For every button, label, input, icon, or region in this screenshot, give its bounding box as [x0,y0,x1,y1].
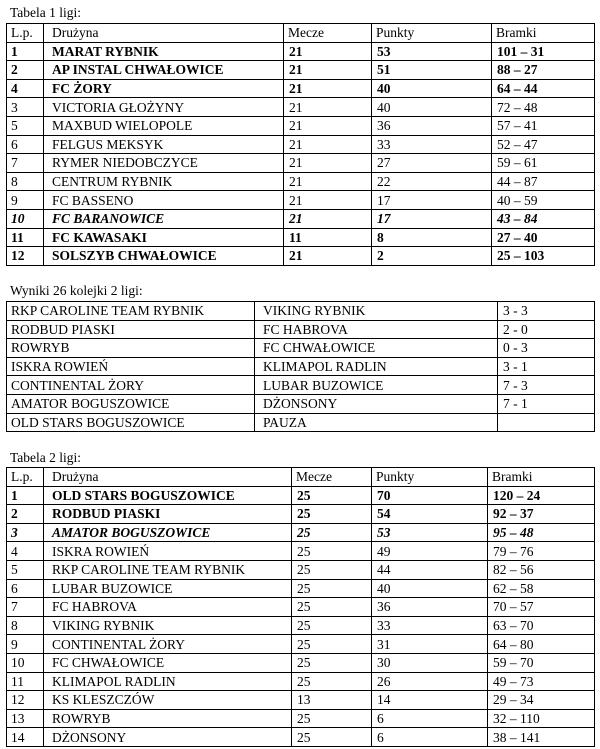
row-position: 2 [7,61,44,80]
table-row [7,486,595,505]
row-team: RYMER NIEDOBCZYCE [44,154,284,173]
table-row [7,116,595,135]
row-points: 53 [372,42,492,61]
table-row [7,154,595,173]
row-team: CENTRUM RYBNIK [44,172,284,191]
row-goals: 64 – 44 [492,79,595,98]
row-team: FC HABROVA [44,598,292,617]
results-table-body [7,302,595,432]
result-away-team: LUBAR BUZOWICE [255,376,498,395]
row-points: 33 [372,616,488,635]
league-1-table [6,23,595,266]
result-away-team: DŻONSONY [255,394,498,413]
row-goals: 59 – 61 [492,154,595,173]
table-row [7,247,595,266]
row-position: 3 [7,523,44,542]
row-points: 27 [372,154,492,173]
table-row [7,228,595,247]
row-points: 8 [372,228,492,247]
row-points: 40 [372,579,488,598]
row-matches: 25 [292,728,372,747]
header-goals: Bramki [492,24,595,43]
row-matches: 25 [292,542,372,561]
row-position: 8 [7,616,44,635]
row-goals: 38 – 141 [488,728,595,747]
row-matches: 25 [292,598,372,617]
row-goals: 82 – 56 [488,560,595,579]
result-away-team: FC HABROVA [255,320,498,339]
result-home-team: ISKRA ROWIEŃ [7,357,255,376]
row-matches: 25 [292,579,372,598]
header-points: Punkty [372,24,492,43]
table-row [7,560,595,579]
league-2-table-body [7,468,595,747]
row-goals: 32 – 110 [488,709,595,728]
header-matches: Mecze [292,468,372,487]
row-position: 4 [7,542,44,561]
row-matches: 25 [292,635,372,654]
row-position: 9 [7,635,44,654]
row-matches: 11 [284,228,372,247]
row-matches: 21 [284,172,372,191]
row-position: 11 [7,228,44,247]
row-team: VICTORIA GŁOŻYNY [44,98,284,117]
result-away-team: FC CHWAŁOWICE [255,339,498,358]
row-matches: 21 [284,98,372,117]
row-position: 4 [7,79,44,98]
row-position: 10 [7,653,44,672]
table-row [7,135,595,154]
row-points: 30 [372,653,488,672]
row-points: 17 [372,209,492,228]
row-goals: 101 – 31 [492,42,595,61]
result-score: 7 - 3 [498,376,595,395]
header-team: Drużyna [44,468,292,487]
row-matches: 25 [292,616,372,635]
row-points: 17 [372,191,492,210]
table-row [7,172,595,191]
header-lp: L.p. [7,24,44,43]
table-row [7,505,595,524]
row-matches: 25 [292,709,372,728]
row-position: 2 [7,505,44,524]
row-points: 54 [372,505,488,524]
row-team: FC KAWASAKI [44,228,284,247]
result-score: 0 - 3 [498,339,595,358]
row-goals: 49 – 73 [488,672,595,691]
row-goals: 63 – 70 [488,616,595,635]
row-goals: 72 – 48 [492,98,595,117]
result-away-team: KLIMAPOL RADLIN [255,357,498,376]
row-team: FC CHWAŁOWICE [44,653,292,672]
row-points: 51 [372,61,492,80]
row-points: 36 [372,116,492,135]
row-position: 5 [7,116,44,135]
header-goals: Bramki [488,468,595,487]
row-points: 70 [372,486,488,505]
row-position: 5 [7,560,44,579]
row-goals: 95 – 48 [488,523,595,542]
row-team: CONTINENTAL ŻORY [44,635,292,654]
row-matches: 21 [284,79,372,98]
result-score [498,413,595,432]
row-goals: 52 – 47 [492,135,595,154]
table-row [7,598,595,617]
row-matches: 21 [284,209,372,228]
result-score: 3 - 1 [498,357,595,376]
league-2-caption: Tabela 2 ligi: [10,450,82,465]
row-position: 9 [7,191,44,210]
result-row [7,357,595,376]
league-2-table [6,467,595,747]
row-team: RODBUD PIASKI [44,505,292,524]
table-row [7,61,595,80]
table-row [7,42,595,61]
row-team: ROWRYB [44,709,292,728]
row-team: AMATOR BOGUSZOWICE [44,523,292,542]
table-row [7,709,595,728]
row-team: VIKING RYBNIK [44,616,292,635]
row-points: 36 [372,598,488,617]
row-points: 22 [372,172,492,191]
row-matches: 25 [292,486,372,505]
row-points: 6 [372,728,488,747]
row-matches: 21 [284,135,372,154]
row-position: 3 [7,98,44,117]
row-goals: 40 – 59 [492,191,595,210]
row-team: ISKRA ROWIEŃ [44,542,292,561]
row-goals: 27 – 40 [492,228,595,247]
row-position: 7 [7,154,44,173]
table-row [7,579,595,598]
table-header-row [7,468,595,487]
result-row [7,376,595,395]
table-header-row [7,24,595,43]
row-team: FC BARANOWICE [44,209,284,228]
row-team: FELGUS MEKSYK [44,135,284,154]
table-row [7,209,595,228]
row-matches: 13 [292,691,372,710]
row-team: KLIMAPOL RADLIN [44,672,292,691]
result-score: 7 - 1 [498,394,595,413]
row-position: 1 [7,486,44,505]
row-goals: 120 – 24 [488,486,595,505]
result-row [7,320,595,339]
row-points: 26 [372,672,488,691]
row-matches: 21 [284,191,372,210]
row-matches: 25 [292,653,372,672]
row-goals: 57 – 41 [492,116,595,135]
table-row [7,79,595,98]
row-points: 31 [372,635,488,654]
row-goals: 70 – 57 [488,598,595,617]
row-position: 8 [7,172,44,191]
row-team: OLD STARS BOGUSZOWICE [44,486,292,505]
row-team: MAXBUD WIELOPOLE [44,116,284,135]
league-1-table-body [7,24,595,266]
row-matches: 25 [292,672,372,691]
results-table [6,301,595,432]
row-matches: 21 [284,61,372,80]
row-points: 2 [372,247,492,266]
row-team: MARAT RYBNIK [44,42,284,61]
row-matches: 21 [284,116,372,135]
row-team: SOLSZYB CHWAŁOWICE [44,247,284,266]
table-row [7,672,595,691]
result-home-team: AMATOR BOGUSZOWICE [7,394,255,413]
row-team: AP INSTAL CHWAŁOWICE [44,61,284,80]
result-score: 2 - 0 [498,320,595,339]
header-points: Punkty [372,468,488,487]
result-row [7,413,595,432]
result-home-team: RKP CAROLINE TEAM RYBNIK [7,302,255,321]
table-row [7,191,595,210]
row-points: 14 [372,691,488,710]
row-goals: 88 – 27 [492,61,595,80]
row-goals: 64 – 80 [488,635,595,654]
table-row [7,542,595,561]
row-position: 12 [7,247,44,266]
row-position: 13 [7,709,44,728]
row-team: FC ŻORY [44,79,284,98]
header-team: Drużyna [44,24,284,43]
row-position: 6 [7,579,44,598]
row-matches: 25 [292,505,372,524]
row-goals: 59 – 70 [488,653,595,672]
result-score: 3 - 3 [498,302,595,321]
row-goals: 25 – 103 [492,247,595,266]
result-home-team: RODBUD PIASKI [7,320,255,339]
row-position: 10 [7,209,44,228]
row-points: 40 [372,98,492,117]
row-position: 11 [7,672,44,691]
row-goals: 44 – 87 [492,172,595,191]
row-matches: 25 [292,560,372,579]
result-away-team: PAUZA [255,413,498,432]
row-matches: 21 [284,247,372,266]
result-home-team: OLD STARS BOGUSZOWICE [7,413,255,432]
row-goals: 62 – 58 [488,579,595,598]
table-row [7,98,595,117]
result-home-team: CONTINENTAL ŻORY [7,376,255,395]
league-1-caption: Tabela 1 ligi: [10,5,82,20]
row-points: 49 [372,542,488,561]
header-matches: Mecze [284,24,372,43]
row-matches: 25 [292,523,372,542]
row-points: 33 [372,135,492,154]
row-points: 40 [372,79,492,98]
row-team: DŻONSONY [44,728,292,747]
result-row [7,339,595,358]
result-row [7,394,595,413]
row-team: KS KLESZCZÓW [44,691,292,710]
row-team: RKP CAROLINE TEAM RYBNIK [44,560,292,579]
table-row [7,523,595,542]
result-home-team: ROWRYB [7,339,255,358]
row-goals: 29 – 34 [488,691,595,710]
row-points: 6 [372,709,488,728]
row-goals: 79 – 76 [488,542,595,561]
table-row [7,728,595,747]
table-row [7,653,595,672]
row-team: FC BASSENO [44,191,284,210]
row-position: 7 [7,598,44,617]
results-caption: Wyniki 26 kolejki 2 ligi: [10,283,143,298]
row-position: 6 [7,135,44,154]
table-row [7,691,595,710]
header-lp: L.p. [7,468,44,487]
row-points: 53 [372,523,488,542]
row-position: 12 [7,691,44,710]
table-row [7,616,595,635]
row-goals: 43 – 84 [492,209,595,228]
result-away-team: VIKING RYBNIK [255,302,498,321]
row-points: 44 [372,560,488,579]
row-matches: 21 [284,42,372,61]
row-position: 1 [7,42,44,61]
table-row [7,635,595,654]
row-team: LUBAR BUZOWICE [44,579,292,598]
result-row [7,302,595,321]
row-goals: 92 – 37 [488,505,595,524]
row-position: 14 [7,728,44,747]
row-matches: 21 [284,154,372,173]
